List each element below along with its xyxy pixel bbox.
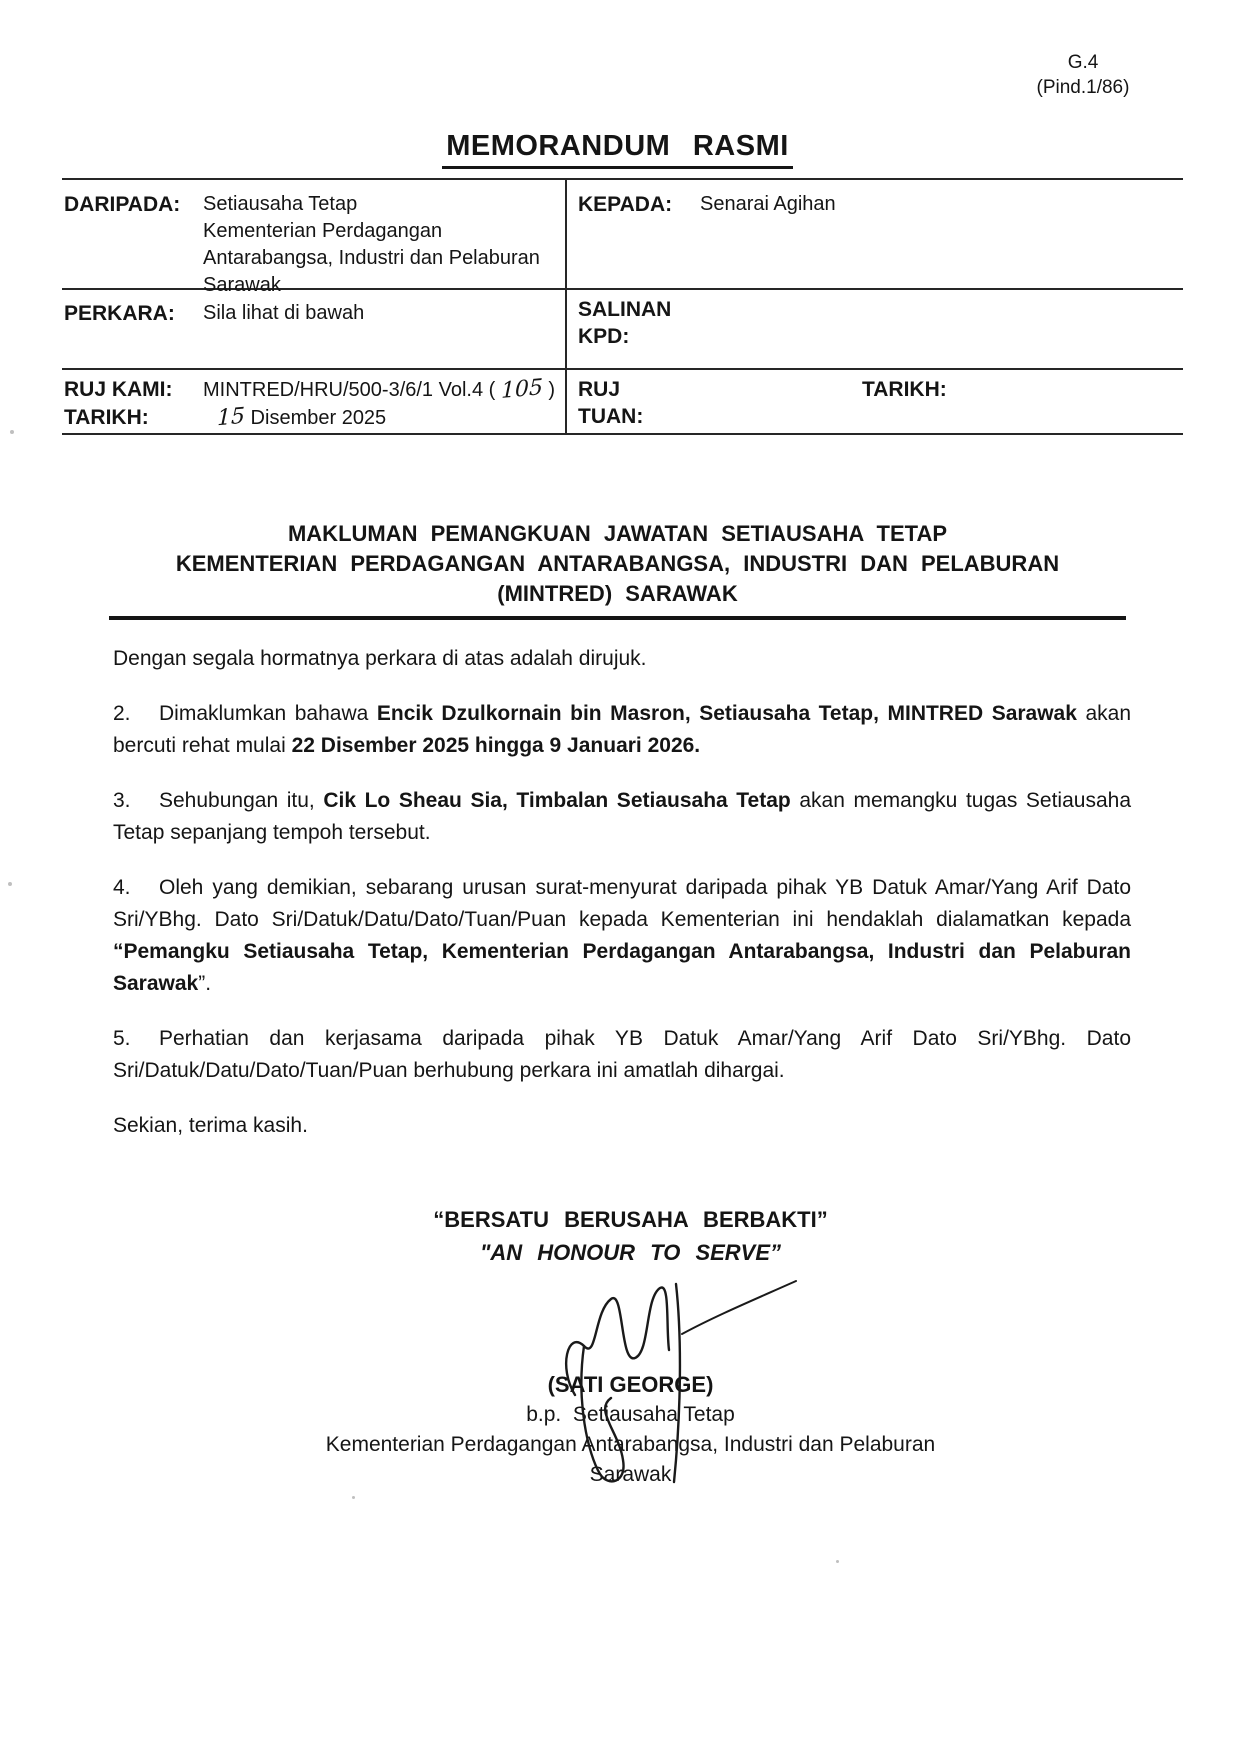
ruj-kami-label: RUJ KAMI: [64,378,173,401]
closing-line: Sekian, terima kasih. [113,1114,308,1137]
tarikh-rest: Disember 2025 [245,407,387,429]
tarikh-value [217,404,386,432]
subject-line-2: KEMENTERIAN PERDAGANGAN ANTARABANGSA, INDUSTRI DAN PELABURAN [175,551,1060,576]
text-segment: akan memangku tugas Setiausaha Tetap sepanjang tempoh tersebut. [113,789,1131,844]
scan-speck [836,1560,839,1563]
paragraph-4 [113,872,1131,1000]
text-segment-bold: Cik Lo Sheau Sia, Timbalan Setiausaha Tetap [323,789,791,812]
text-segment-bold: “Pemangku Setiausaha Tetap, Kementerian Perdagangan Antarabangsa, Industri dan Pelaburan Sarawak [113,940,1131,995]
table-divider-vertical [565,178,567,435]
text-segment: Oleh yang demikian, sebarang urusan surat-menyurat daripada pihak YB Datuk Amar/Yang Arif Dato Sri/YBhg. Dato Sri/Datuk/Datu/Dato/Tuan/Puan kepada Kementerian ini hendaklah dialamatkan kepada [113,876,1131,931]
ruj-line: RUJ [578,378,621,401]
signatory-state-line: Sarawak [589,1463,672,1486]
paragraph-1: Dengan segala hormatnya perkara di atas adalah dirujuk. [113,647,647,670]
motto-block [113,1203,1148,1269]
paragraph-2 [113,698,1131,762]
kepada-value: Senarai Agihan [700,193,836,215]
daripada-line: Sarawak [203,274,281,296]
perkara-value: Sila lihat di bawah [203,302,365,324]
table-rule-2 [62,368,1183,370]
form-code: G.4 [1067,52,1099,73]
table-border-bottom [62,433,1183,435]
ruj-kami-handwritten-number: 105 [500,375,544,404]
paragraph-number: 2. [113,702,131,725]
ruj-tuan-label [578,376,643,430]
perkara-label: PERKARA: [64,302,175,325]
tarikh-label: TARIKH: [64,406,149,429]
scan-speck [10,430,14,434]
text-segment: ”. [198,972,212,995]
ruj-kami-value [203,376,555,404]
ruj-kami-prefix: MINTRED/HRU/500-3/6/1 Vol.4 ( [203,379,501,401]
text-segment: Sehubungan itu, [159,789,324,812]
kepada-label: KEPADA: [578,193,673,216]
signatory-org-line: Kementerian Perdagangan Antarabangsa, Industri dan Pelaburan [325,1433,936,1456]
text-segment: Perhatian dan kerjasama daripada pihak YB Datuk Amar/Yang Arif Dato Sri/YBhg. Dato Sri/Datuk/Datu/Dato/Tuan/Puan berhubung perkara ini amatlah dihargai. [113,1027,1131,1082]
scan-speck [352,1496,355,1499]
tarikh-right-label: TARIKH: [862,378,947,401]
paragraph-number: 3. [113,789,131,812]
subject-heading [100,519,1135,620]
table-border-top [62,178,1183,180]
motto-line-1: “BERSATU BERUSAHA BERBAKTI” [433,1207,828,1232]
document-title: MEMORANDUM RASMI [442,130,793,169]
tarikh-handwritten-day: 15 [216,403,246,432]
salinan-kpd-label [578,296,671,350]
form-code-block [998,50,1168,100]
scan-speck [8,882,12,886]
daripada-line: Kementerian Perdagangan [203,220,443,242]
signatory-name: (SATI GEORGE) [547,1372,714,1397]
text-segment: Dimaklumkan bahawa [159,702,377,725]
paragraph-3 [113,785,1131,849]
paragraph-5 [113,1023,1131,1087]
motto-line-2: "AN HONOUR TO SERVE” [479,1240,782,1265]
form-revision: (Pind.1/86) [1036,77,1130,98]
kpd-line: KPD: [578,325,630,348]
signatory-bp-line: b.p. Setiausaha Tetap [526,1403,735,1426]
subject-line-3: (MINTRED) SARAWAK [497,581,738,606]
daripada-line: Antarabangsa, Industri dan Pelaburan [203,247,540,269]
salinan-line: SALINAN [578,298,672,321]
subject-line-1: MAKLUMAN PEMANGKUAN JAWATAN SETIAUSAHA TETAP [287,521,948,546]
daripada-label: DARIPADA: [64,193,181,216]
daripada-line: Setiausaha Tetap [203,193,358,215]
title-wrap [100,130,1135,169]
subject-underline [109,616,1126,620]
text-segment-bold: Encik Dzulkornain bin Masron, Setiausaha Tetap, MINTRED Sarawak [376,702,1077,725]
memo-header-table [62,178,1183,435]
ruj-kami-suffix: ) [542,379,556,401]
body-text [113,643,1131,1142]
daripada-value [203,191,540,299]
paragraph-number: 4. [113,876,131,899]
text-segment: akan bercuti rehat mulai [113,702,1132,757]
paragraph-number: 5. [113,1027,131,1050]
signature-block [113,1370,1148,1490]
tuan-line: TUAN: [578,405,644,428]
text-segment-bold: 22 Disember 2025 hingga 9 Januari 2026. [291,734,701,757]
